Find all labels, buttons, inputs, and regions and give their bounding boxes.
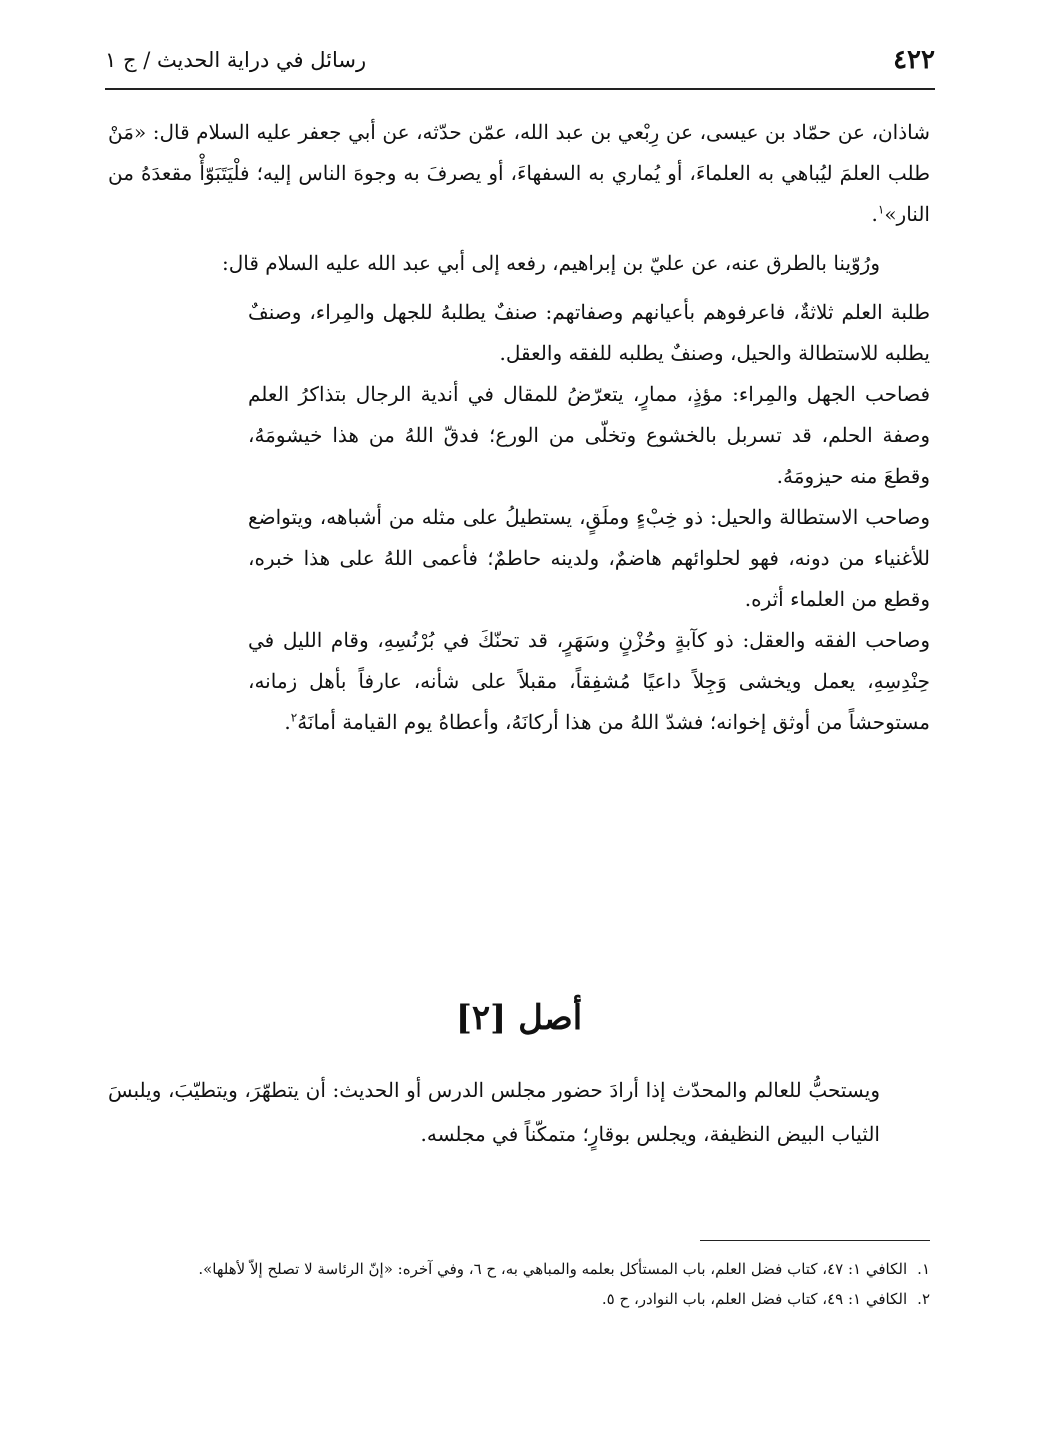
paragraph-chain-of-narration [108,112,930,235]
section-heading: أصل [٢] [455,998,583,1038]
page-number: ٤٢٢ [893,45,935,75]
paragraph-end: . [284,710,291,734]
paragraph-second-narration: ورُوّينا بالطرق عنه، عن عليّ بن إبراهيم، رفعه إلى أبي عبد الله عليه السلام قال: [222,251,880,275]
running-title: رسائل في دراية الحديث / ج ١ [105,48,367,72]
footnote-text: الكافي ١: ٤٩، كتاب فضل العلم، باب النوادر، ح ٥. [601,1290,908,1308]
footnote-ref-1: ١ [877,202,885,217]
footnote-number: ٢. [917,1290,930,1308]
paragraph-ignorance: فصاحب الجهل والمِراء: مؤذٍ، ممارٍ، يتعرّضُ للمقال في أندية الرجال بتذاكرُ العلم وصفة الحلم، قد تسربل بالخشوع وتخلّى من الورع؛ فدقّ اللهُ من هذا خيشومَهُ، وقطعَ منه حيزومَهُ. [248,382,930,488]
main-text [108,112,930,743]
footnote-1 [108,1254,930,1284]
footnote-text: الكافي ١: ٤٧، كتاب فضل العلم، باب المستأكل بعلمه والمباهي به، ح ٦، وفي آخره: «إنّ الرئاسة لا تصلح إلاّ لأهلها». [198,1260,908,1278]
paragraph-end: . [871,202,878,226]
footnote-ref-2: ٢ [290,710,298,725]
paragraph-understanding [108,620,930,743]
footnotes [108,1254,930,1314]
footnote-2 [108,1284,930,1314]
header-rule [105,88,935,90]
section-text-block [108,1068,930,1156]
page-header [105,38,935,84]
paragraph-arrogance: وصاحب الاستطالة والحيل: ذو خِبْءٍ وملَقٍ، يستطيلُ على مثله من أشباهه، ويتواضع للأغنياء من دونه، فهو لحلوائهم هاضمٌ، ولدينه حاطمٌ؛ فأعمى اللهُ على هذا خبره، وقطع من العلماء أثره. [248,505,930,611]
footnote-number: ١. [917,1260,930,1278]
paragraph-text: شاذان، عن حمّاد بن عيسى، عن رِبْعي بن عبد الله، عمّن حدّثه، عن أبي جعفر عليه السلام قال: «مَنْ طلب العلمَ ليُباهي به العلماءَ، أو يُماري به السفهاءَ، أو يصرفَ به وجوهَ الناس إليه؛ فلْيَتَبَوّأْ مقعدَهُ من النار» [108,120,930,226]
paragraph-text: وصاحب الفقه والعقل: ذو كآبةٍ وحُزْنٍ وسَهَرٍ، قد تحنّكَ في بُرْنُسِهِ، وقام الليل في حِنْدِسِهِ، يعمل ويخشى وَجِلاً داعيًا مُشفِقاً، مقبلاً على شأنه، عارفاً بأهل زمانه، مستوحشاً من أوثق إخوانه؛ فشدّ اللهُ من هذا أركانَهُ، وأعطاهُ يوم القيامة أمانَهُ [248,628,930,734]
footnote-rule [700,1240,930,1241]
paragraph-three-kinds: طلبة العلم ثلاثةٌ، فاعرفوهم بأعيانهم وصفاتهم: صنفٌ يطلبهُ للجهل والمِراء، وصنفٌ يطلبه للاستطالة والحيل، وصنفٌ يطلبه للفقه والعقل. [248,300,930,365]
section-paragraph: ويستحبُّ للعالم والمحدّث إذا أرادَ حضور مجلس الدرس أو الحديث: أن يتطهّرَ، ويتطيّبَ، ويلبسَ الثياب البيض النظيفة، ويجلس بوقارٍ؛ متمكّناً في مجلسه. [108,1078,880,1146]
